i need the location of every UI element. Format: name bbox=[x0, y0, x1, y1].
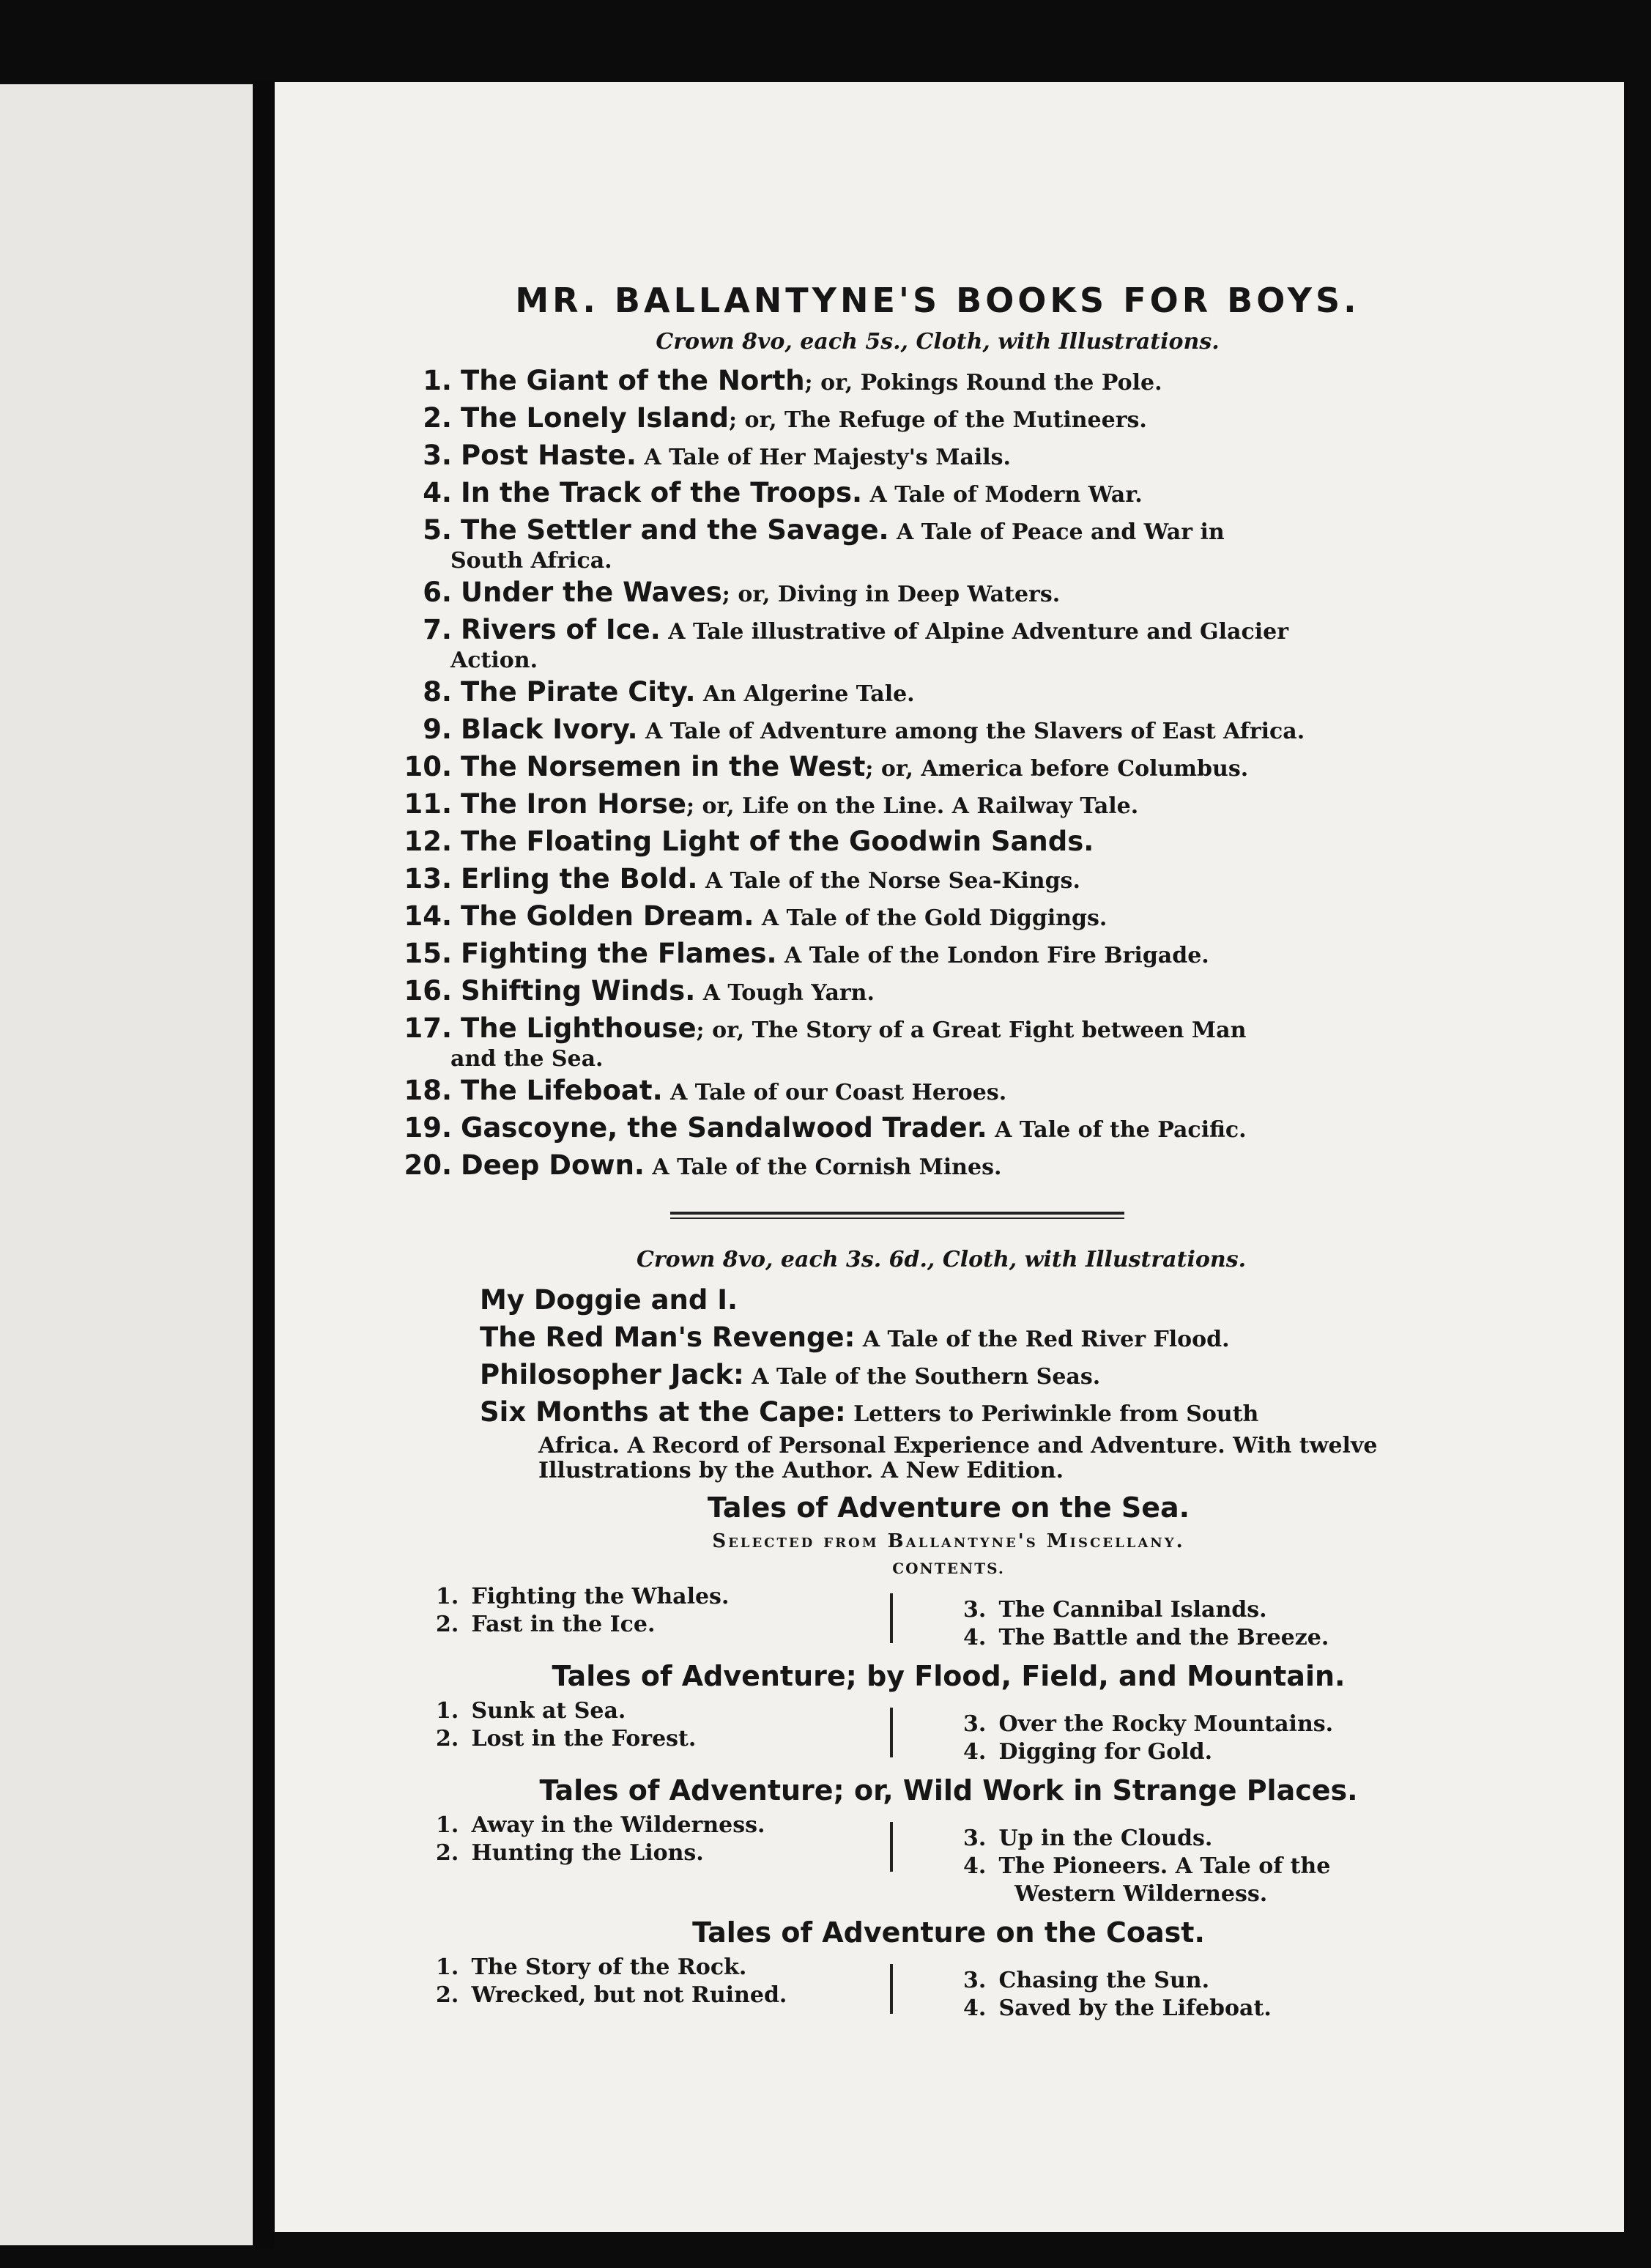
book-subtitle: A Tale of Adventure among the Slavers of East Africa. bbox=[637, 719, 1305, 744]
contents-item: 3. Up in the Clouds. bbox=[963, 1826, 1213, 1851]
book-subtitle-continued: and the Sea. bbox=[450, 1046, 604, 1072]
book-subtitle: ; or, The Refuge of the Mutineers. bbox=[728, 407, 1147, 433]
page-title: MR. BALLANTYNE'S BOOKS FOR BOYS. bbox=[515, 281, 1360, 320]
book-entry bbox=[392, 577, 1432, 614]
book-entry bbox=[392, 614, 1432, 651]
strange-places-tales-heading: Tales of Adventure; or, Wild Work in Strange Places. bbox=[539, 1774, 1358, 1806]
contents-item: 3. The Cannibal Islands. bbox=[963, 1597, 1267, 1623]
book-number: 1. bbox=[423, 365, 452, 396]
book-number: 12. bbox=[404, 826, 452, 857]
book-subtitle: A Tale of the Pacific. bbox=[987, 1117, 1247, 1143]
contents-item: 4. The Pioneers. A Tale of the Western Wilderness. bbox=[963, 1853, 1331, 1907]
contents-item: 1. The Story of the Rock. bbox=[436, 1954, 747, 1980]
contents-item: 2. Fast in the Ice. bbox=[436, 1612, 656, 1637]
book-entry bbox=[392, 938, 1432, 975]
contents-right-column bbox=[905, 1583, 1432, 1652]
book-subtitle-continued: Africa. A Record of Personal Experience and Adventure. With twelve Illustrations by the Author. A New Edition. bbox=[538, 1433, 1378, 1483]
book-title: Deep Down. bbox=[461, 1149, 645, 1181]
contents-right-column bbox=[905, 1697, 1432, 1766]
contents-item: 3. Chasing the Sun. bbox=[963, 1968, 1210, 1993]
book-entry bbox=[392, 402, 1432, 440]
book-title: The Giant of the North bbox=[461, 365, 805, 396]
book-title: My Doggie and I. bbox=[480, 1284, 738, 1316]
book-title: The Lighthouse bbox=[461, 1012, 697, 1044]
book-subtitle: A Tale of Her Majesty's Mails. bbox=[636, 445, 1012, 470]
price-note-5s: Crown 8vo, each 5s., Cloth, with Illustrations. bbox=[656, 329, 1220, 355]
sea-tales-heading: Tales of Adventure on the Sea. bbox=[707, 1491, 1190, 1524]
book-entry bbox=[392, 1075, 1432, 1112]
misc-book-entry bbox=[480, 1359, 1432, 1396]
book-title: Shifting Winds. bbox=[461, 975, 696, 1007]
contents-label: CONTENTS. bbox=[892, 1560, 1005, 1577]
coast-tales-heading: Tales of Adventure on the Coast. bbox=[692, 1916, 1205, 1949]
price-note-3s6d: Crown 8vo, each 3s. 6d., Cloth, with Illustrations. bbox=[636, 1247, 1247, 1272]
book-number: 19. bbox=[404, 1112, 452, 1144]
contents-item: 4. Saved by the Lifeboat. bbox=[963, 1995, 1272, 2021]
facing-page bbox=[0, 84, 253, 2245]
book-subtitle: ; or, Diving in Deep Waters. bbox=[721, 582, 1061, 607]
book-number: 11. bbox=[404, 788, 452, 820]
book-spine bbox=[253, 81, 275, 2249]
book-title: Philosopher Jack: bbox=[480, 1359, 744, 1390]
contents-item: 1. Away in the Wilderness. bbox=[436, 1812, 765, 1838]
book-subtitle: ; or, Life on the Line. A Railway Tale. bbox=[686, 793, 1139, 819]
contents-right-column bbox=[905, 1954, 1432, 2023]
book-title: The Golden Dream. bbox=[461, 900, 754, 932]
book-title: Six Months at the Cape: bbox=[480, 1396, 846, 1428]
book-number: 5. bbox=[423, 514, 452, 546]
book-title: The Red Man's Revenge: bbox=[480, 1322, 856, 1353]
contents-item: 2. Lost in the Forest. bbox=[436, 1726, 697, 1752]
book-title: Rivers of Ice. bbox=[461, 614, 661, 645]
book-title: The Settler and the Savage. bbox=[461, 514, 889, 546]
strange-places-contents bbox=[392, 1812, 1432, 1908]
misc-book-entry bbox=[480, 1396, 1432, 1483]
book-title: The Norsemen in the West bbox=[461, 751, 866, 782]
book-number: 16. bbox=[404, 975, 452, 1007]
misc-book-entry bbox=[480, 1322, 1432, 1359]
book-entry bbox=[392, 788, 1432, 826]
book-number: 20. bbox=[404, 1149, 452, 1181]
book-number: 6. bbox=[423, 577, 452, 608]
book-number: 9. bbox=[423, 714, 452, 745]
book-entry bbox=[392, 714, 1432, 751]
book-number: 7. bbox=[423, 614, 452, 645]
book-subtitle: Letters to Periwinkle from South bbox=[845, 1401, 1259, 1427]
book-title: The Floating Light of the Goodwin Sands. bbox=[461, 826, 1094, 857]
book-title: The Lifeboat. bbox=[461, 1075, 663, 1106]
contents-item: 1. Fighting the Whales. bbox=[436, 1584, 730, 1609]
book-entry bbox=[392, 900, 1432, 938]
book-title: Under the Waves bbox=[461, 577, 722, 608]
contents-item: 2. Hunting the Lions. bbox=[436, 1840, 704, 1866]
book-entry bbox=[392, 975, 1432, 1012]
book-entry bbox=[392, 826, 1432, 863]
contents-item: 4. The Battle and the Breeze. bbox=[963, 1625, 1329, 1650]
book-subtitle: ; or, America before Columbus. bbox=[865, 756, 1249, 782]
book-entry bbox=[392, 1012, 1432, 1050]
book-subtitle-continued: South Africa. bbox=[450, 548, 612, 574]
book-title: Erling the Bold. bbox=[461, 863, 698, 894]
contents-item: 1. Sunk at Sea. bbox=[436, 1698, 626, 1724]
book-subtitle: A Tale of our Coast Heroes. bbox=[662, 1080, 1007, 1105]
selected-note: Selected from Ballantyne's Miscellany. bbox=[712, 1530, 1185, 1552]
book-number: 17. bbox=[404, 1012, 452, 1044]
flood-contents bbox=[392, 1697, 1432, 1766]
misc-book-list bbox=[480, 1284, 1432, 1483]
coast-contents bbox=[392, 1954, 1432, 2023]
contents-left-column bbox=[392, 1812, 905, 1908]
book-subtitle: A Tale of Modern War. bbox=[862, 482, 1143, 508]
column-divider bbox=[890, 1708, 893, 1757]
book-title: Post Haste. bbox=[461, 440, 637, 471]
book-number: 8. bbox=[423, 676, 452, 708]
contents-left-column bbox=[392, 1954, 905, 2023]
book-number: 13. bbox=[404, 863, 452, 894]
page-content bbox=[392, 260, 1432, 2062]
contents-left-column bbox=[392, 1697, 905, 1766]
column-divider bbox=[890, 1593, 893, 1643]
book-entry bbox=[392, 514, 1432, 552]
book-entry bbox=[392, 365, 1432, 402]
column-divider bbox=[890, 1822, 893, 1872]
book-entry bbox=[392, 440, 1432, 477]
book-number: 18. bbox=[404, 1075, 452, 1106]
book-subtitle: ; or, The Story of a Great Fight between Man bbox=[696, 1018, 1247, 1043]
contents-item: 4. Digging for Gold. bbox=[963, 1739, 1213, 1765]
book-title: In the Track of the Troops. bbox=[461, 477, 863, 508]
contents-left-column bbox=[392, 1583, 905, 1652]
book-number: 2. bbox=[423, 402, 452, 434]
book-subtitle: ; or, Pokings Round the Pole. bbox=[804, 370, 1162, 396]
book-entry bbox=[392, 863, 1432, 900]
book-entry bbox=[392, 477, 1432, 514]
contents-item: 3. Over the Rocky Mountains. bbox=[963, 1711, 1334, 1737]
book-subtitle: A Tough Yarn. bbox=[695, 980, 875, 1006]
book-entry bbox=[392, 1112, 1432, 1149]
book-subtitle: An Algerine Tale. bbox=[695, 681, 915, 707]
sea-contents bbox=[392, 1583, 1432, 1652]
book-title: Gascoyne, the Sandalwood Trader. bbox=[461, 1112, 987, 1144]
book-number: 3. bbox=[423, 440, 452, 471]
book-subtitle-continued: Action. bbox=[450, 648, 538, 673]
book-subtitle: A Tale of the Southern Seas. bbox=[743, 1364, 1101, 1390]
book-title: Fighting the Flames. bbox=[461, 938, 777, 969]
book-entry bbox=[392, 1149, 1432, 1187]
book-title: The Iron Horse bbox=[461, 788, 686, 820]
book-number: 4. bbox=[423, 477, 452, 508]
book-number: 14. bbox=[404, 900, 452, 932]
book-entry bbox=[392, 676, 1432, 714]
book-subtitle: A Tale of the London Fire Brigade. bbox=[776, 943, 1209, 968]
book-list bbox=[392, 365, 1432, 1187]
book-title: Black Ivory. bbox=[461, 714, 638, 745]
book-subtitle: A Tale illustrative of Alpine Adventure and Glacier bbox=[660, 619, 1289, 645]
book-entry bbox=[392, 751, 1432, 788]
flood-tales-heading: Tales of Adventure; by Flood, Field, and Mountain. bbox=[552, 1660, 1346, 1692]
misc-book-entry bbox=[480, 1284, 1432, 1322]
book-subtitle: A Tale of the Red River Flood. bbox=[855, 1327, 1230, 1352]
contents-right-column bbox=[905, 1812, 1432, 1908]
book-number: 15. bbox=[404, 938, 452, 969]
contents-item: 2. Wrecked, but not Ruined. bbox=[436, 1982, 787, 2008]
book-title: The Lonely Island bbox=[461, 402, 729, 434]
book-title: The Pirate City. bbox=[461, 676, 696, 708]
book-subtitle: A Tale of the Gold Diggings. bbox=[754, 905, 1108, 931]
column-divider bbox=[890, 1964, 893, 2014]
book-subtitle: A Tale of the Cornish Mines. bbox=[644, 1155, 1002, 1180]
book-subtitle: A Tale of the Norse Sea-Kings. bbox=[697, 868, 1080, 894]
section-divider-rule bbox=[670, 1212, 1124, 1219]
book-number: 10. bbox=[404, 751, 452, 782]
book-subtitle: A Tale of Peace and War in bbox=[888, 519, 1225, 545]
